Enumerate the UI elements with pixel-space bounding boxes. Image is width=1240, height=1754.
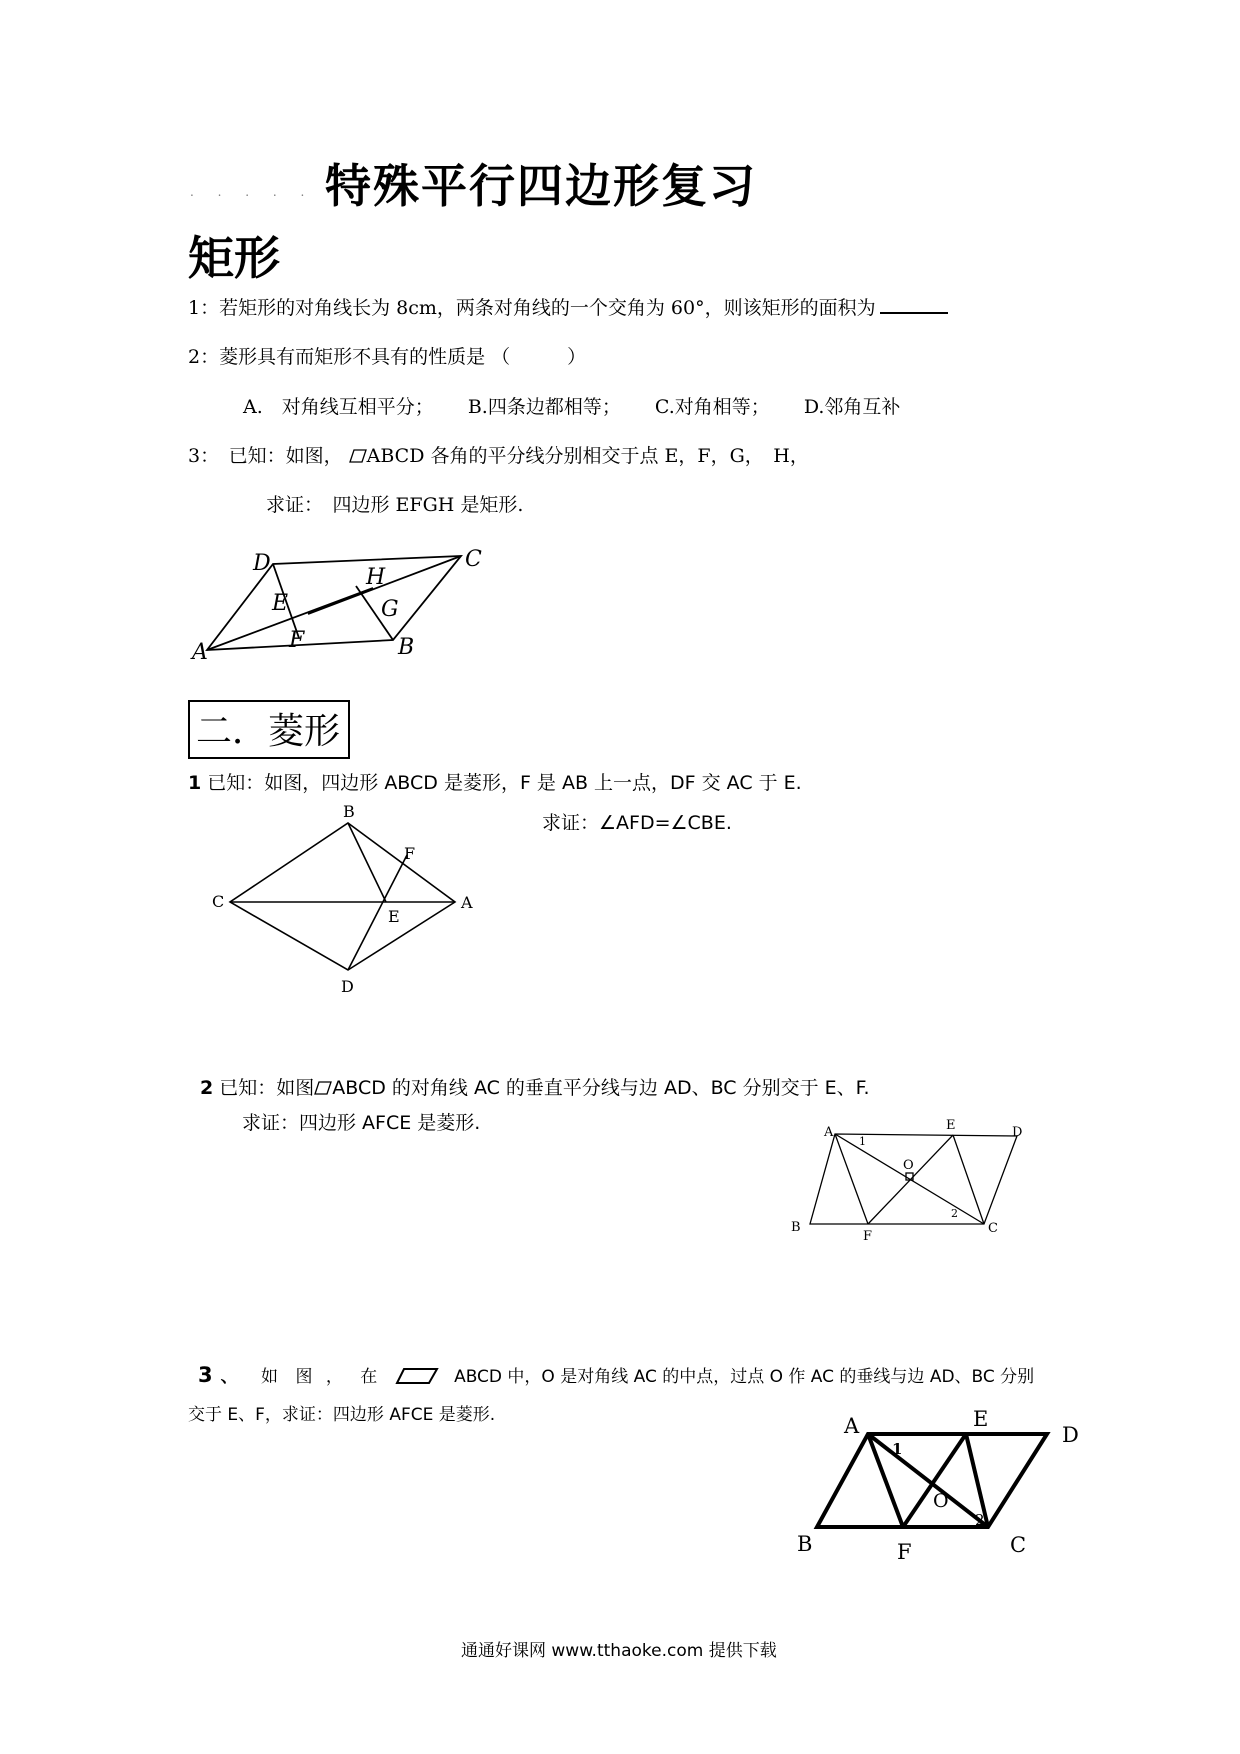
question-2-1-prove: 求证：∠AFD=∠CBE.: [542, 812, 732, 834]
option-a: A. 对角线互相平分；: [243, 396, 434, 418]
fig1-label-b: B: [398, 635, 415, 660]
question-2-3-line2: 交于 E、F，求证：四边形 AFCE 是菱形.: [188, 1405, 496, 1425]
page-footer: 通通好课网 www.tthaoke.com 提供下载: [461, 1641, 777, 1661]
question-2-1-text: 已知：如图，四边形 ABCD 是菱形，F 是 AB 上一点，DF 交 AC 于 E.: [201, 772, 802, 794]
title-dots: . . . . .: [190, 185, 315, 199]
question-2-2-number: 2: [200, 1077, 214, 1099]
figure-4-parallelogram-afce: [817, 1434, 1047, 1527]
fig1-label-c: C: [465, 547, 482, 572]
fig4-label-a: A: [844, 1414, 860, 1438]
fig1-label-f: F: [289, 628, 305, 653]
question-2-2-prove: 求证：四边形 AFCE 是菱形.: [242, 1112, 481, 1134]
fig4-label-b: B: [797, 1532, 813, 1556]
question-2-3-word-1: 如: [261, 1367, 279, 1387]
option-b: B.四条边都相等；: [467, 396, 621, 418]
question-2-3-separator: 、: [220, 1367, 238, 1387]
figure-2-rhombus: [230, 823, 455, 970]
figure-3-parallelogram-afce: [810, 1134, 1017, 1224]
question-1-3-prove: 求证： 四边形 EFGH 是矩形.: [266, 494, 524, 516]
fig2-label-a: A: [461, 893, 473, 912]
fig4-label-1: 1: [892, 1440, 903, 1458]
fig4-label-e: E: [973, 1407, 989, 1431]
question-2-3-text: ABCD 中，O 是对角线 AC 的中点，过点 O 作 AC 的垂线与边 AD、BC 分别: [454, 1367, 1035, 1387]
figure-1-parallelogram-efgh: [207, 556, 461, 650]
fig4-label-d: D: [1062, 1423, 1079, 1447]
fig4-label-c: C: [1010, 1533, 1027, 1557]
fig2-label-e: E: [388, 907, 400, 926]
question-1-1-text: 1：若矩形的对角线长为 8cm，两条对角线的一个交角为 60°，则该矩形的面积为: [188, 297, 876, 319]
fig4-label-2: 2: [975, 1511, 985, 1529]
question-2-3-number: 3: [198, 1363, 213, 1387]
fig3-label-c: C: [988, 1221, 998, 1236]
question-2-2-post: ABCD 的对角线 AC 的垂直平分线与边 AD、BC 分别交于 E、F.: [332, 1077, 870, 1099]
question-2-1: [188, 768, 802, 795]
fig1-label-e: E: [272, 591, 289, 616]
page-title: 特殊平行四边形复习: [325, 159, 757, 213]
question-2-2: [200, 1073, 870, 1100]
fig3-label-f: F: [863, 1229, 873, 1244]
fig2-label-b: B: [343, 802, 355, 821]
fig2-label-c: C: [212, 892, 225, 911]
question-2-3: [198, 1362, 1034, 1387]
question-2-3-word-3: ，: [325, 1367, 343, 1387]
question-2-3-word-4: 在: [360, 1367, 378, 1387]
fig3-label-d: D: [1012, 1125, 1023, 1140]
parallelogram-symbol-icon: [395, 1367, 439, 1385]
fig3-label-b: B: [791, 1220, 801, 1235]
question-1-3-pre: 3： 已知：如图，: [188, 445, 343, 467]
parallelogram-symbol-icon: [314, 1078, 332, 1092]
question-1-3-post: ABCD 各角的平分线分别相交于点 E，F，G， H，: [366, 445, 809, 467]
fig1-label-g: G: [381, 597, 399, 622]
section-heading-rhombus: 二．菱形: [188, 700, 350, 759]
fig4-label-f: F: [897, 1540, 912, 1564]
option-c: C.对角相等；: [654, 396, 770, 418]
fig2-label-d: D: [341, 977, 354, 996]
fig3-label-o: O: [903, 1158, 914, 1173]
question-1-2: 2：菱形具有而矩形不具有的性质是 （ ）: [188, 346, 587, 368]
section-heading-rectangle: 矩形: [188, 231, 280, 285]
question-2-2-pre: 已知：如图: [213, 1077, 315, 1099]
fig2-label-f: F: [404, 844, 416, 863]
fig3-label-a: A: [824, 1125, 834, 1140]
question-2-3-word-2: 图: [295, 1367, 313, 1387]
question-2-1-number: 1: [188, 772, 202, 794]
option-d: D.邻角互补: [803, 396, 901, 418]
fig3-label-1: 1: [859, 1135, 866, 1148]
fig1-label-h: H: [366, 565, 386, 590]
fig3-label-2: 2: [951, 1207, 958, 1220]
fig1-label-d: D: [253, 551, 271, 576]
fig1-label-a: A: [192, 640, 208, 665]
fig4-label-o: O: [933, 1490, 949, 1512]
fig3-label-e: E: [946, 1118, 956, 1133]
